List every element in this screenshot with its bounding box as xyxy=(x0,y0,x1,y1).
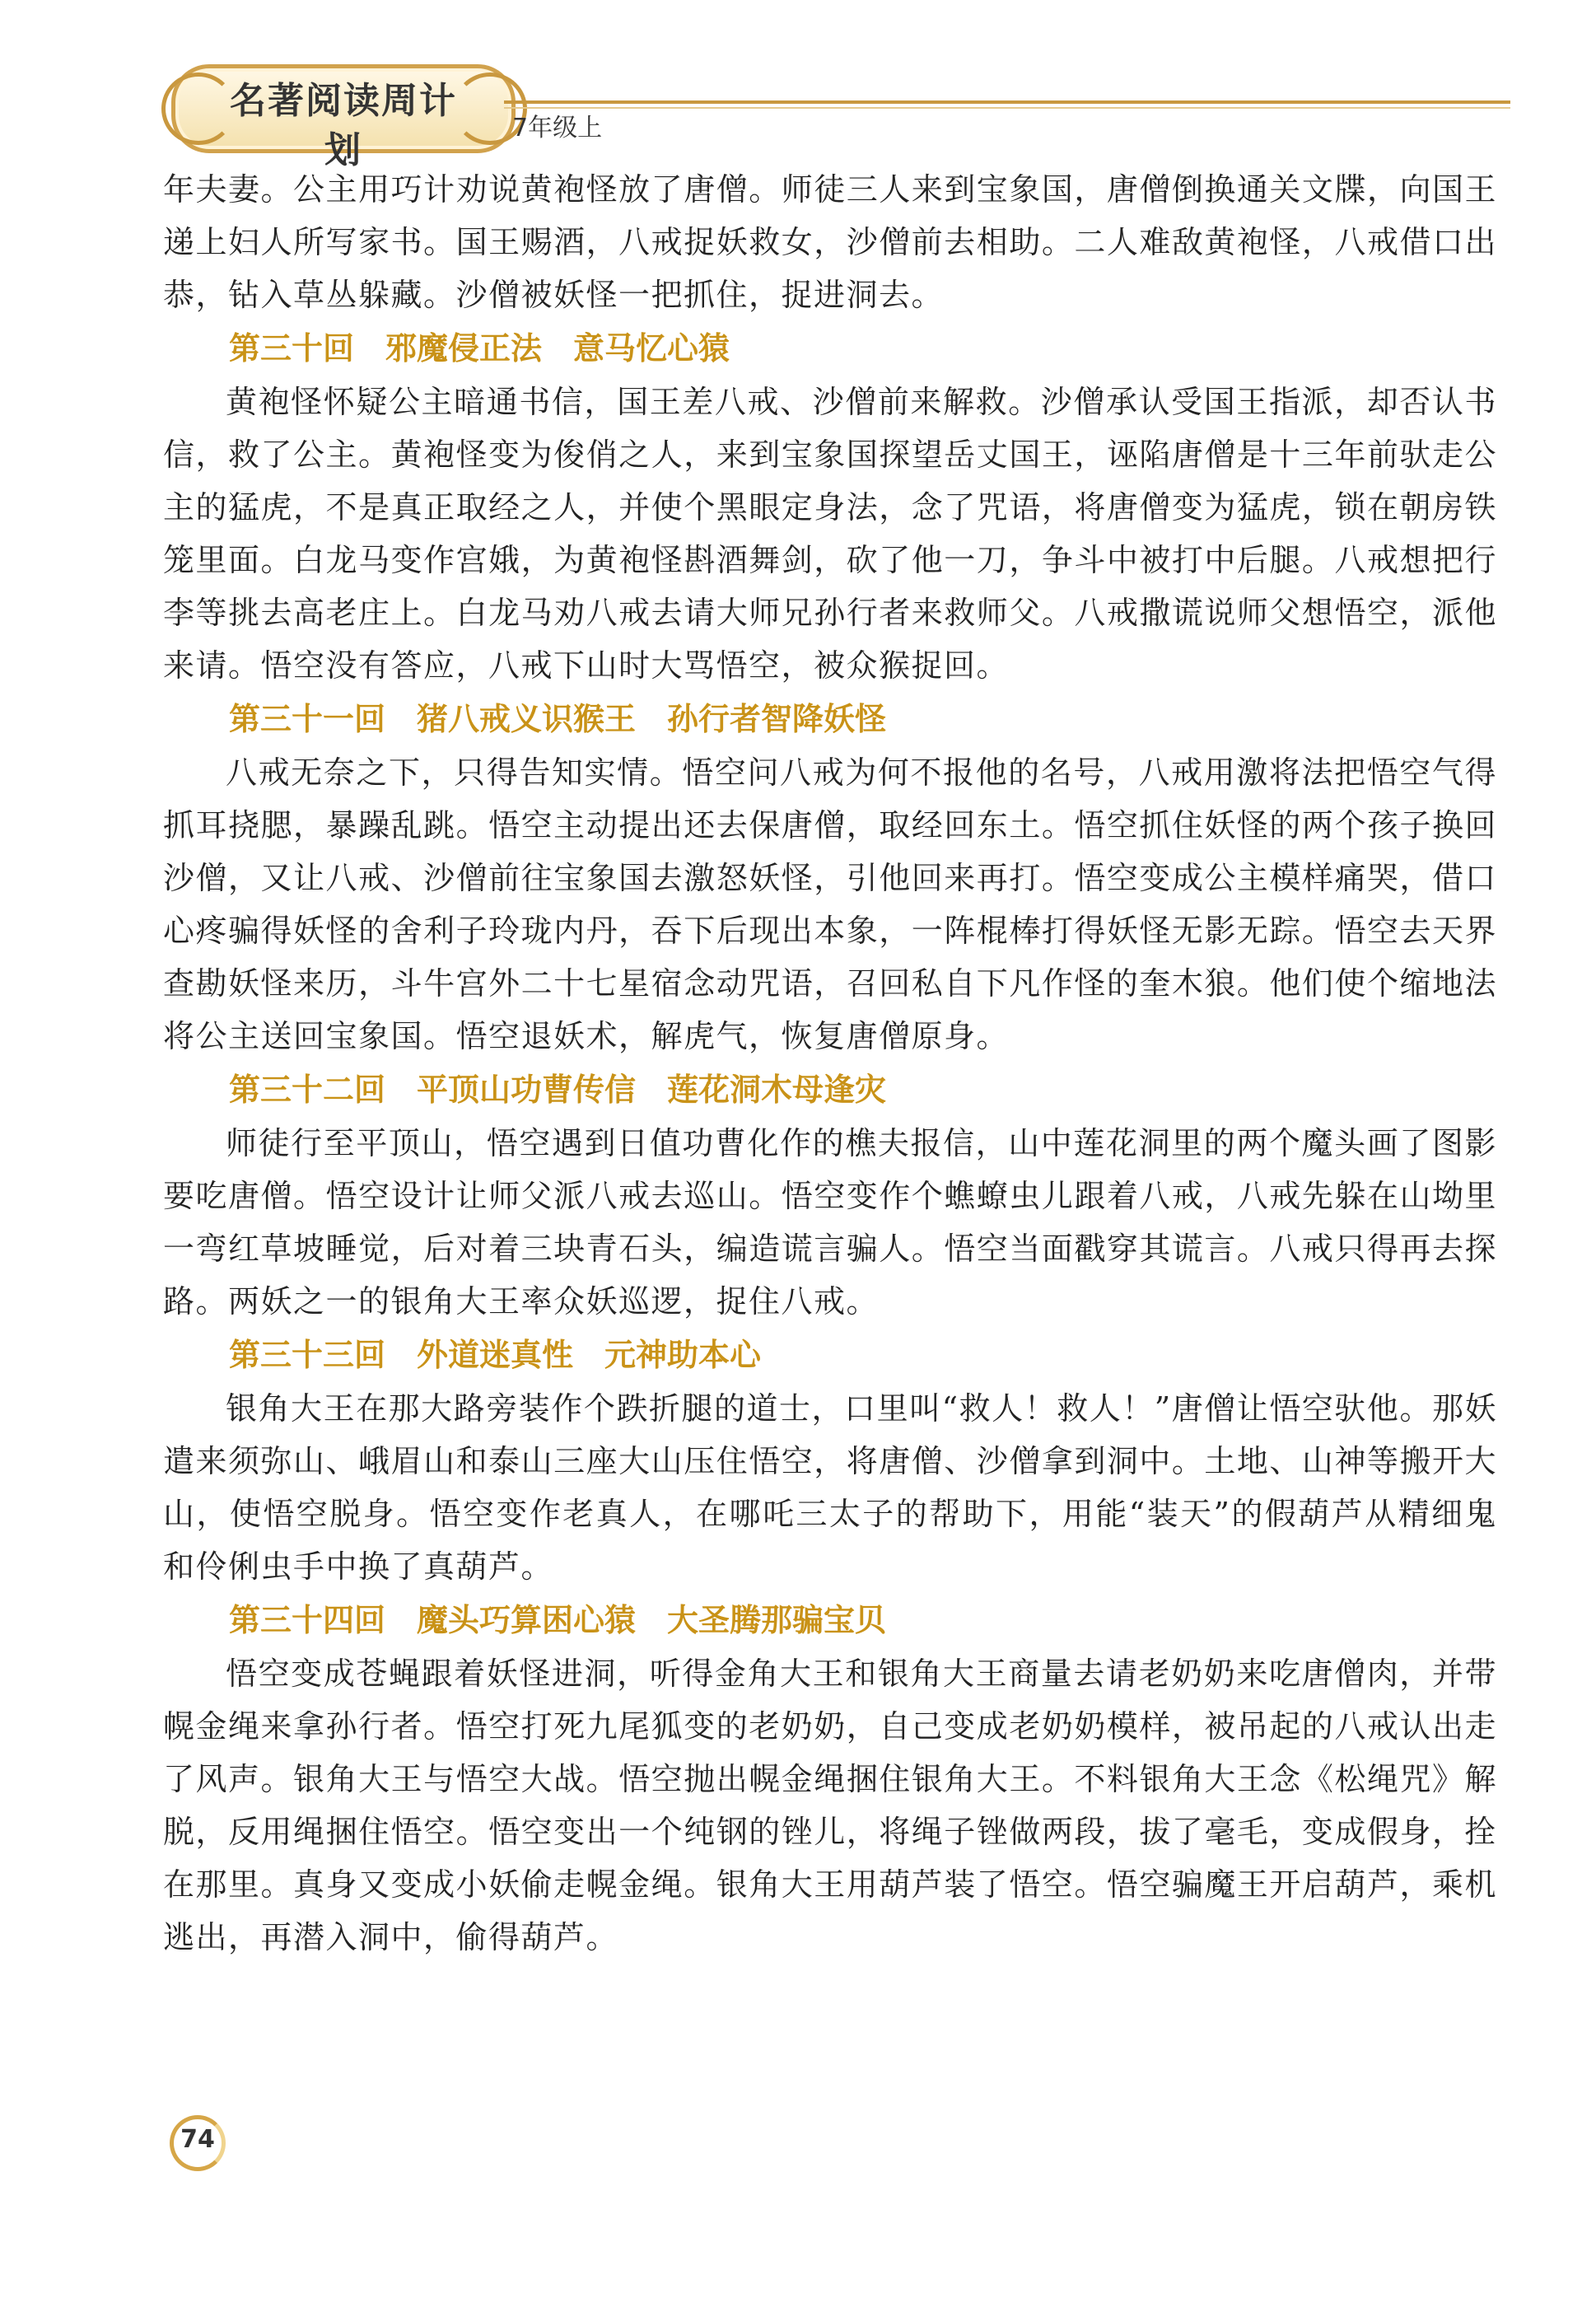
page-header xyxy=(0,0,1596,171)
chapter-summary: 银角大王在那大路旁装作个跌折腿的道士，口里叫“救人！救人！”唐僧让悟空驮他。那妖遣来须弥山、峨眉山和泰山三座大山压住悟空，将唐僧、沙僧拿到洞中。土地、山神等搬开大山，使悟空脱身。悟空变作老真人，在哪吒三太子的帮助下，用能“装天”的假葫芦从精细鬼和伶俐虫手中换了真葫芦。 xyxy=(163,1390,1497,1585)
chapter-title: 第三十四回 魔头巧算困心猿 大圣腾那骗宝贝 xyxy=(229,1602,887,1638)
header-rule-thin xyxy=(504,107,1510,109)
continued-paragraph: 年夫妻。公主用巧计劝说黄袍怪放了唐僧。师徒三人来到宝象国，唐僧倒换通关文牒，向国王递上妇人所写家书。国王赐酒，八戒捉妖救女，沙僧前去相助。二人难敌黄袍怪，八戒借口出恭，钻入草丛躲藏。沙僧被妖怪一把抓住，捉进洞去。 xyxy=(163,171,1497,313)
grade-label: 7年级上 xyxy=(512,114,603,142)
chapter-title: 第三十三回 外道迷真性 元神助本心 xyxy=(229,1337,762,1373)
chapter-title: 第三十回 邪魔侵正法 意马忆心猿 xyxy=(229,330,730,367)
page-number-badge xyxy=(170,2115,226,2171)
chapter-title: 第三十二回 平顶山功曹传信 莲花洞木母逢灾 xyxy=(229,1072,887,1108)
page-body xyxy=(163,163,1497,1964)
chapter-title: 第三十一回 猪八戒义识猴王 孙行者智降妖怪 xyxy=(229,701,887,737)
page-number: 74 xyxy=(180,2125,215,2154)
chapter-summary: 师徒行至平顶山，悟空遇到日值功曹化作的樵夫报信，山中莲花洞里的两个魔头画了图影要吃唐僧。悟空设计让师父派八戒去巡山。悟空变作个蟭蟟虫儿跟着八戒，八戒先躲在山坳里一弯红草坡睡觉，后对着三块青石头，编造谎言骗人。悟空当面戳穿其谎言。八戒只得再去探路。两妖之一的银角大王率众妖巡逻，捉住八戒。 xyxy=(163,1125,1497,1319)
chapter-summary: 黄袍怪怀疑公主暗通书信，国王差八戒、沙僧前来解救。沙僧承认受国王指派，却否认书信，救了公主。黄袍怪变为俊俏之人，来到宝象国探望岳丈国王，诬陷唐僧是十三年前驮走公主的猛虎，不是真正取经之人，并使个黑眼定身法，念了咒语，将唐僧变为猛虎，锁在朝房铁笼里面。白龙马变作宫娥，为黄袍怪斟酒舞剑，砍了他一刀，争斗中被打中后腿。八戒想把行李等挑去高老庄上。白龙马劝八戒去请大师兄孙行者来救师父。八戒撒谎说师父想悟空，派他来请。悟空没有答应，八戒下山时大骂悟空，被众猴捉回。 xyxy=(163,384,1497,684)
chapter-summary: 八戒无奈之下，只得告知实情。悟空问八戒为何不报他的名号，八戒用激将法把悟空气得抓耳挠腮，暴躁乱跳。悟空主动提出还去保唐僧，取经回东土。悟空抓住妖怪的两个孩子换回沙僧，又让八戒、沙僧前往宝象国去激怒妖怪，引他回来再打。悟空变成公主模样痛哭，借口心疼骗得妖怪的舍利子玲珑内丹，吞下后现出本象，一阵棍棒打得妖怪无影无踪。悟空去天界查勘妖怪来历，斗牛宫外二十七星宿念动咒语，召回私自下凡作怪的奎木狼。他们使个缩地法将公主送回宝象国。悟空退妖术，解虎气，恢复唐僧原身。 xyxy=(163,754,1497,1054)
chapter-summary: 悟空变成苍蝇跟着妖怪进洞，听得金角大王和银角大王商量去请老奶奶来吃唐僧肉，并带幌金绳来拿孙行者。悟空打死九尾狐变的老奶奶，自己变成老奶奶模样，被吊起的八戒认出走了风声。银角大王与悟空大战。悟空抛出幌金绳捆住银角大王。不料银角大王念《松绳咒》解脱，反用绳捆住悟空。悟空变出一个纯钢的锉儿，将绳子锉做两段，拔了毫毛，变成假身，拴在那里。真身又变成小妖偷走幌金绳。银角大王用葫芦装了悟空。悟空骗魔王开启葫芦，乘机逃出，再潜入洞中，偷得葫芦。 xyxy=(163,1656,1497,1955)
book-title: 名著阅读周计划 xyxy=(230,80,457,171)
header-rule xyxy=(504,100,1510,104)
